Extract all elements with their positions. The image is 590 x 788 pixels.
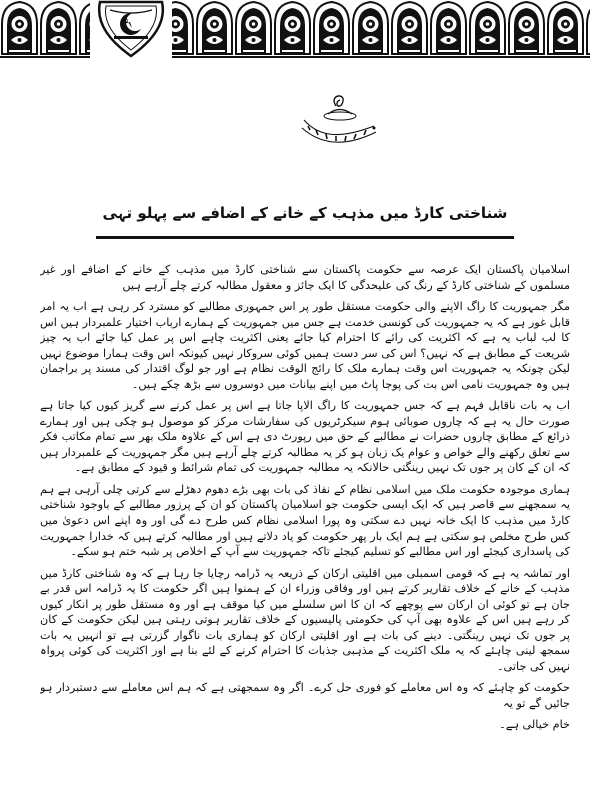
article-headline: شناختی کارڈ میں مذہب کے خانے کے اضافے سے پہلو تہی (102, 204, 508, 222)
decorative-border (0, 0, 590, 58)
article-paragraph: مگر جمہوریت کا راگ الاپنے والی حکومت مستقل طور پر اس جمہوری مطالبے کو مسترد کر رہی ہے اب یہ امر قابل غور ہے کہ یہ جمہوریت کی کونسی خدمت ہے جس میں جمہوریت کے ہمارے ارباب اختیار علمبردار ہیں اس کا لب لباب یہ ہے کہ اکثریت کی رائے کا احترام کیا جائے یعنی اکثریت چاہے اس پر عمل کیا جائے اب یہ چیز شریعت کے مطابق ہے کہ نہیں؟ اس کی سر دست ہمیں کوئی سروکار نہیں کیونکہ اس وقت ہمارا موضوع نہیں لیکن چونکہ یہ جمہوریت اس وقت ہمارے ملک کا رائج الوقت نظام ہے اور جو لوگ اقتدار کی مسند پر براجمان ہیں وہ جمہوریت نامی اس بت کی پوجا پاٹ میں اپنے بیانات میں دوسروں سے بڑھ چکے ہیں۔ (40, 300, 570, 391)
headline-underline (96, 236, 514, 239)
article-paragraph: حکومت کو چاہئے کہ وہ اس معاملے کو فوری حل کرے۔ اگر وہ سمجھتی ہے کہ ہم اس معاملے سے دستبردار ہو جائیں گے تو یہ (40, 681, 570, 710)
article-body (40, 262, 570, 782)
party-emblem (90, 0, 172, 58)
article-paragraph: اور تماشہ یہ ہے کہ قومی اسمبلی میں اقلیتی ارکان کے ذریعہ یہ ڈرامہ رچایا جا رہا ہے کہ وہ شناختی کارڈ میں مذہب کے خانے کے خلاف تقاریر کرتے ہیں اور وفاقی وزراء ان کے ہمنوا ہیں اگر حکومت کا یہ ڈرامہ اس قدر بے جان ہے تو کوئی ان ارکان سے پوچھے کہ ان کا اس سلسلے میں کیا موقف ہے اور وہ مستقل طور پر انکار کیوں کر رہے ہیں اس کے علاوہ بھی آپ کی حکومتی پالیسیوں کے خلاف تقاریر ہوتی رہتی ہیں لیکن حکومت کے کان پر جوں تک نہیں رینگتی۔ دینے کی بات ہے اور اقلیتی ارکان کو ہماری بات ناگوار گزرتی ہے تو انہیں یہ بات سمجھ لینی چاہئے کہ یہ ملک اکثریت کے مذہبی جذبات کا احترام کرنے کے لئے بنا ہے اور اکثریت کی کوئی پرواہ نہیں کی جاتی۔ (40, 566, 570, 673)
article-paragraph: ہماری موجودہ حکومت ملک میں اسلامی نظام کے نفاذ کی بات بھی بڑے دھوم دھڑلے سے کرتی چلی آرہی ہے ہم یہ سمجھنے سے قاصر ہیں کہ ایک ایسی حکومت جو اسلامیان پاکستان کو ان کے پرزور مطالبے کے باوجود شناختی کارڈ میں مذہب کا ایک خانہ نہیں دے سکتی وہ پورا اسلامی نظام کس طرح دے گی اور وہ اپنے اس دعویٰ میں کس طرح مخلص ہو سکتی ہے ہم ایک بار پھر حکومت کو یاد دلاتے ہیں اور مطالبہ کرتے ہیں کہ خدارا جمہوریت کی پاسداری کیجئے اور اس مطالبے کو تسلیم کیجئے تاکہ جمہوریت سے آپ کے اخلاص پر شبہ ختم ہو سکے۔ (40, 482, 570, 559)
article-closing-line: خام خیالی ہے۔ (499, 718, 570, 732)
calligraphic-seal (298, 92, 380, 154)
article-paragraph: اسلامیان پاکستان ایک عرصہ سے حکومت پاکستان سے شناختی کارڈ میں مذہب کے خانے کے اضافے اور غیر مسلموں کے شناختی کارڈ کے رنگ کی علیحدگی کا ایک جائز و معقول مطالبہ کرتے چلے آرہے ہیں (40, 263, 570, 292)
article-paragraph: اب یہ بات ناقابل فہم ہے کہ جس جمہوریت کا راگ الاپا جاتا ہے اس پر عمل کرنے سے گریز کیوں کیا جاتا ہے صورت حال یہ ہے کہ چاروں صوبائی ہوم سیکرٹریوں کی سفارشات مرکز کو موصول ہو چکی ہیں اور ہمارے ذرائع کے مطابق چاروں حضرات نے مطالبے کے حق میں رپورٹ دی ہے اس کے علاوہ ملک بھر سے تمام مکاتب فکر سے تعلق رکھنے والے خواص و عوام یک زبان ہو کر یہ مطالبہ کرتے چلے آرہے ہیں مگر جمہوریت کے علمبردار ہیں کہ ان کے کان پر جوں تک نہیں رینگتی حالانکہ یہ مطالبہ جمہوریت کی تمام شرائط و قیود کے مطابق ہے۔ (40, 399, 570, 475)
ornamental-arch-pattern (0, 0, 590, 56)
